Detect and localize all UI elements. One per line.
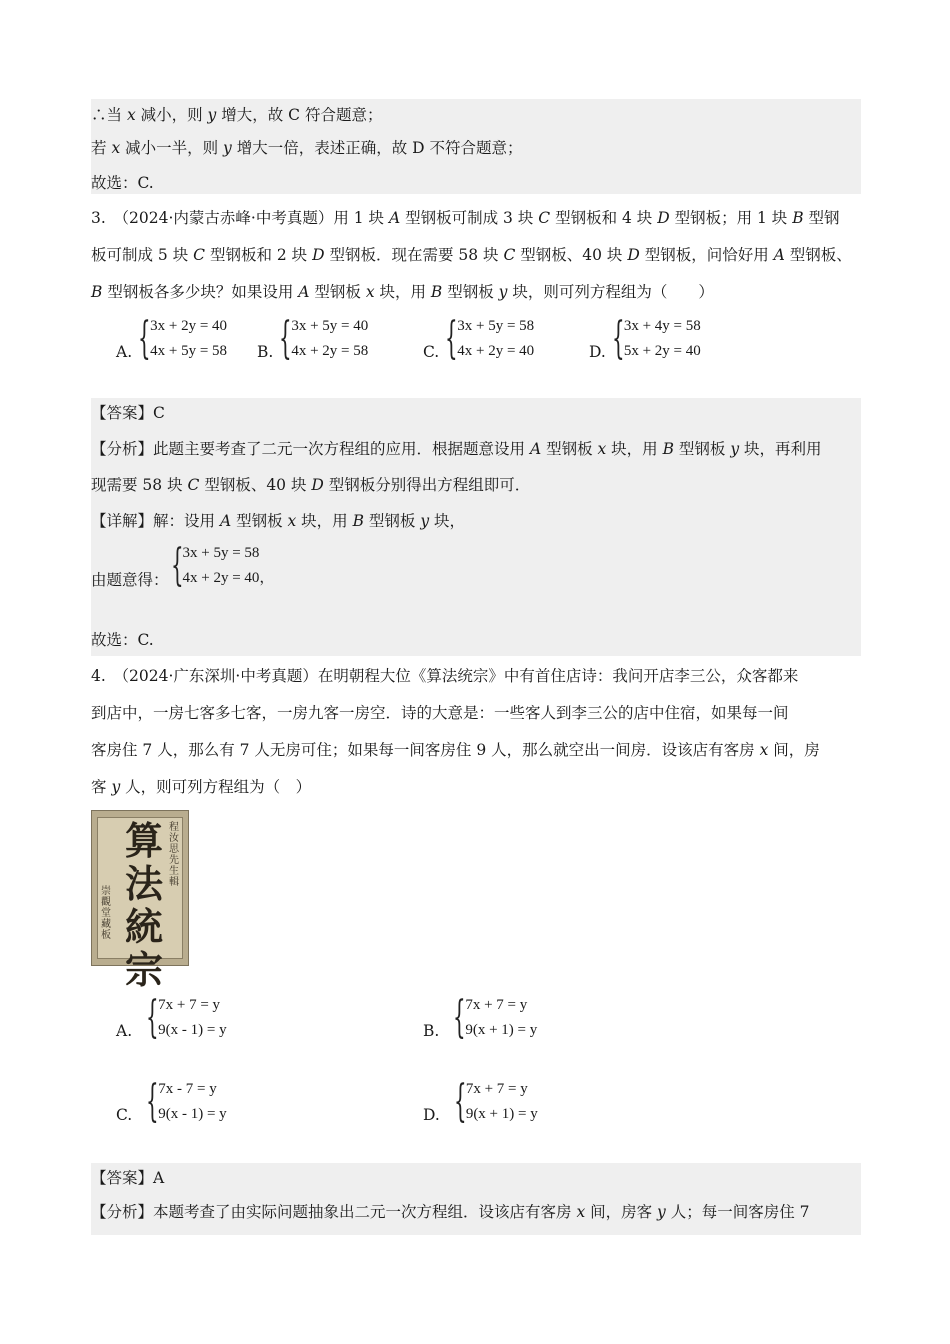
q3-stem-line-1 [91,200,861,236]
equation: 3x + 2y = 40 [150,318,228,334]
math-variable: A [219,512,232,530]
q3-analysis-line-1 [91,431,861,467]
math-variable: y [657,1203,666,1221]
text-run: 型钢板 [231,512,288,530]
math-variable: D [311,476,324,494]
equation: 7x - 7 = y [158,1081,217,1097]
equation: 9(x - 1) = y [158,1022,227,1038]
q3-option-c [423,314,534,364]
math-variable: B [91,283,103,301]
text-run: 型钢板、40 块 [199,476,312,494]
math-variable: D [657,209,670,227]
equation: 9(x - 1) = y [158,1106,227,1122]
math-variable: C [187,476,200,494]
option-label: D. [589,343,606,361]
math-variable: x [597,440,607,458]
text-run: 块，则可列方程组为（ ） [507,283,714,301]
text-run: 【分析】此题主要考查了二元一次方程组的应用．根据题意设用 [91,440,530,458]
equation: 4x + 2y = 58 [291,343,369,359]
text-run: 型钢板和 2 块 [205,246,313,264]
q3-detail [91,503,861,539]
math-variable: A [388,209,401,227]
brace-icon: { [445,313,458,364]
text-run: 型钢板分别得出方程组即可． [323,476,531,494]
text-run: 若 [91,139,112,157]
math-variable: D [312,246,325,264]
text-run: 客 [91,778,112,796]
math-variable: y [498,283,508,301]
text-run: 增大一倍，表述正确，故 D 不符合题意； [231,139,523,157]
text-run: 型钢板．现在需要 58 块 [324,246,504,264]
brace-icon: { [611,313,625,364]
q3-answer: 【答案】C [91,404,165,422]
prev-choice: 故选：C. [91,174,154,192]
text-run: 减小，则 [135,106,208,124]
q4-analysis-line-1 [91,1194,861,1230]
brace-icon: { [146,1076,159,1127]
math-variable: y [111,778,121,796]
text-run: 块，用 [296,512,353,530]
q4-stem-line-2: 到店中，一房七客多七客，一房九客一房空．诗的大意是：一些客人到李三公的店中住宿，如果每一间 [91,704,789,722]
equation: 4x + 2y = 40 [457,343,535,359]
book-side-left: 崇 觀 堂 藏 板 [101,886,111,941]
q4-option-c [116,1077,227,1127]
text-run: 间，房 [768,741,820,759]
text-run: 间，房客 [585,1203,658,1221]
book-title: 算 法 統 宗 [124,819,163,992]
math-variable: C [193,246,206,264]
text-run: 型钢板 [442,283,499,301]
text-run: 【详解】解：设用 [91,512,220,530]
equation: 3x + 4y = 58 [623,318,701,334]
math-variable: y [420,512,430,530]
text-run: 型钢板、40 块 [515,246,628,264]
text-run: 型钢板 [364,512,421,530]
text-run: 【分析】本题考查了由实际问题抽象出二元一次方程组．设该店有客房 [91,1203,577,1221]
brace-icon: { [453,992,466,1043]
equation: 4x + 5y = 58 [150,343,228,359]
math-variable: B [792,209,804,227]
math-variable: y [223,139,232,157]
equation: 4x + 2y = 40， [182,570,275,586]
q4-stem-line-1: 4. （2024·广东深圳·中考真题）在明朝程大位《算法统宗》中有首住店诗：我问开店李三公，众客都来 [91,667,799,685]
text-run: 板可制成 5 块 [91,246,194,264]
text-run: 型钢板 [541,440,598,458]
brace-icon: { [138,313,151,364]
text-run: 型钢板和 4 块 [550,209,658,227]
math-variable: y [730,440,740,458]
prev-line-1 [91,97,861,133]
text-run: 型钢板 [309,283,366,301]
text-run: 3. （2024·内蒙古赤峰·中考真题）用 1 块 [91,209,389,227]
equation: 9(x + 1) = y [465,1022,538,1038]
prev-line-2 [91,130,861,166]
q3-option-a [116,314,227,364]
text-run: 型钢板可制成 3 块 [400,209,539,227]
q4-answer: 【答案】A [91,1169,165,1187]
text-run: 人；每一间客房住 7 [665,1203,810,1221]
text-run: 人，则可列方程组为（ ） [120,778,312,796]
equation: 5x + 2y = 40 [623,343,701,359]
math-variable: x [111,139,121,157]
equation: 7x + 7 = y [465,997,528,1013]
text-run: 块，用 [374,283,431,301]
text-run: 增大，故 C 符合题意； [216,106,383,124]
text-run: 型钢板 [674,440,731,458]
q3-detail-system [91,541,274,591]
math-variable: C [503,246,516,264]
text-run: 型钢板，问恰好用 [639,246,774,264]
brace-icon: { [170,540,184,591]
math-variable: x [576,1203,586,1221]
text-run: 型钢 [803,209,840,227]
q4-stem-line-3 [91,732,861,768]
math-variable: C [538,209,551,227]
q3-analysis-line-2 [91,467,861,503]
math-variable: A [529,440,542,458]
text-run: 减小一半，则 [120,139,224,157]
equation: 3x + 5y = 58 [457,318,535,334]
text-run: ∴当 [91,106,127,124]
brace-icon: { [279,313,292,364]
q3-stem-line-2 [91,237,861,273]
text-run: 客房住 7 人，那么有 7 人无房可住；如果每一间客房住 9 人，那么就空出一间房．设该店有客房 [91,741,760,759]
math-variable: B [662,440,674,458]
text-run: 块，再利用 [739,440,822,458]
text-run: 型钢板、 [784,246,852,264]
option-label: A. [116,1022,133,1040]
text-run: 块，用 [606,440,663,458]
math-variable: x [759,741,769,759]
q3-stem-line-3 [91,274,861,310]
math-variable: D [627,246,640,264]
math-variable: x [126,106,136,124]
text-run: 块， [429,512,466,530]
q4-option-a [116,993,227,1043]
q4-stem-line-4 [91,769,861,805]
q3-option-d [589,314,701,364]
math-variable: A [773,246,785,264]
option-label: C. [116,1106,133,1124]
suanfa-tongzong-book-cover-image [91,810,189,992]
option-label: D. [423,1106,440,1124]
math-variable: A [298,283,310,301]
math-variable: B [430,283,443,301]
brace-icon: { [146,992,159,1043]
option-label: B. [257,343,274,361]
text-run: 型钢板；用 1 块 [669,209,793,227]
equation: 9(x + 1) = y [465,1106,538,1122]
text-run: 型钢板各多少块？如果设用 [102,283,299,301]
math-variable: x [287,512,297,530]
equation: 7x + 7 = y [158,997,221,1013]
math-variable: x [365,283,375,301]
brace-icon: { [453,1076,467,1127]
q3-option-b [257,314,368,364]
text-run: 现需要 58 块 [91,476,188,494]
option-label: C. [423,343,440,361]
book-side-right: 程 汝 思 先 生 輯 [169,822,179,888]
math-variable: y [207,106,217,124]
equation: 7x + 7 = y [465,1081,528,1097]
option-label: B. [423,1022,440,1040]
q4-option-b [423,993,537,1043]
q4-option-d [423,1077,538,1127]
detail-label: 由题意得： [91,571,169,589]
option-label: A. [116,343,133,361]
math-variable: B [352,512,364,530]
q3-choice: 故选：C. [91,631,154,649]
equation: 3x + 5y = 58 [182,545,260,561]
equation: 3x + 5y = 40 [291,318,369,334]
